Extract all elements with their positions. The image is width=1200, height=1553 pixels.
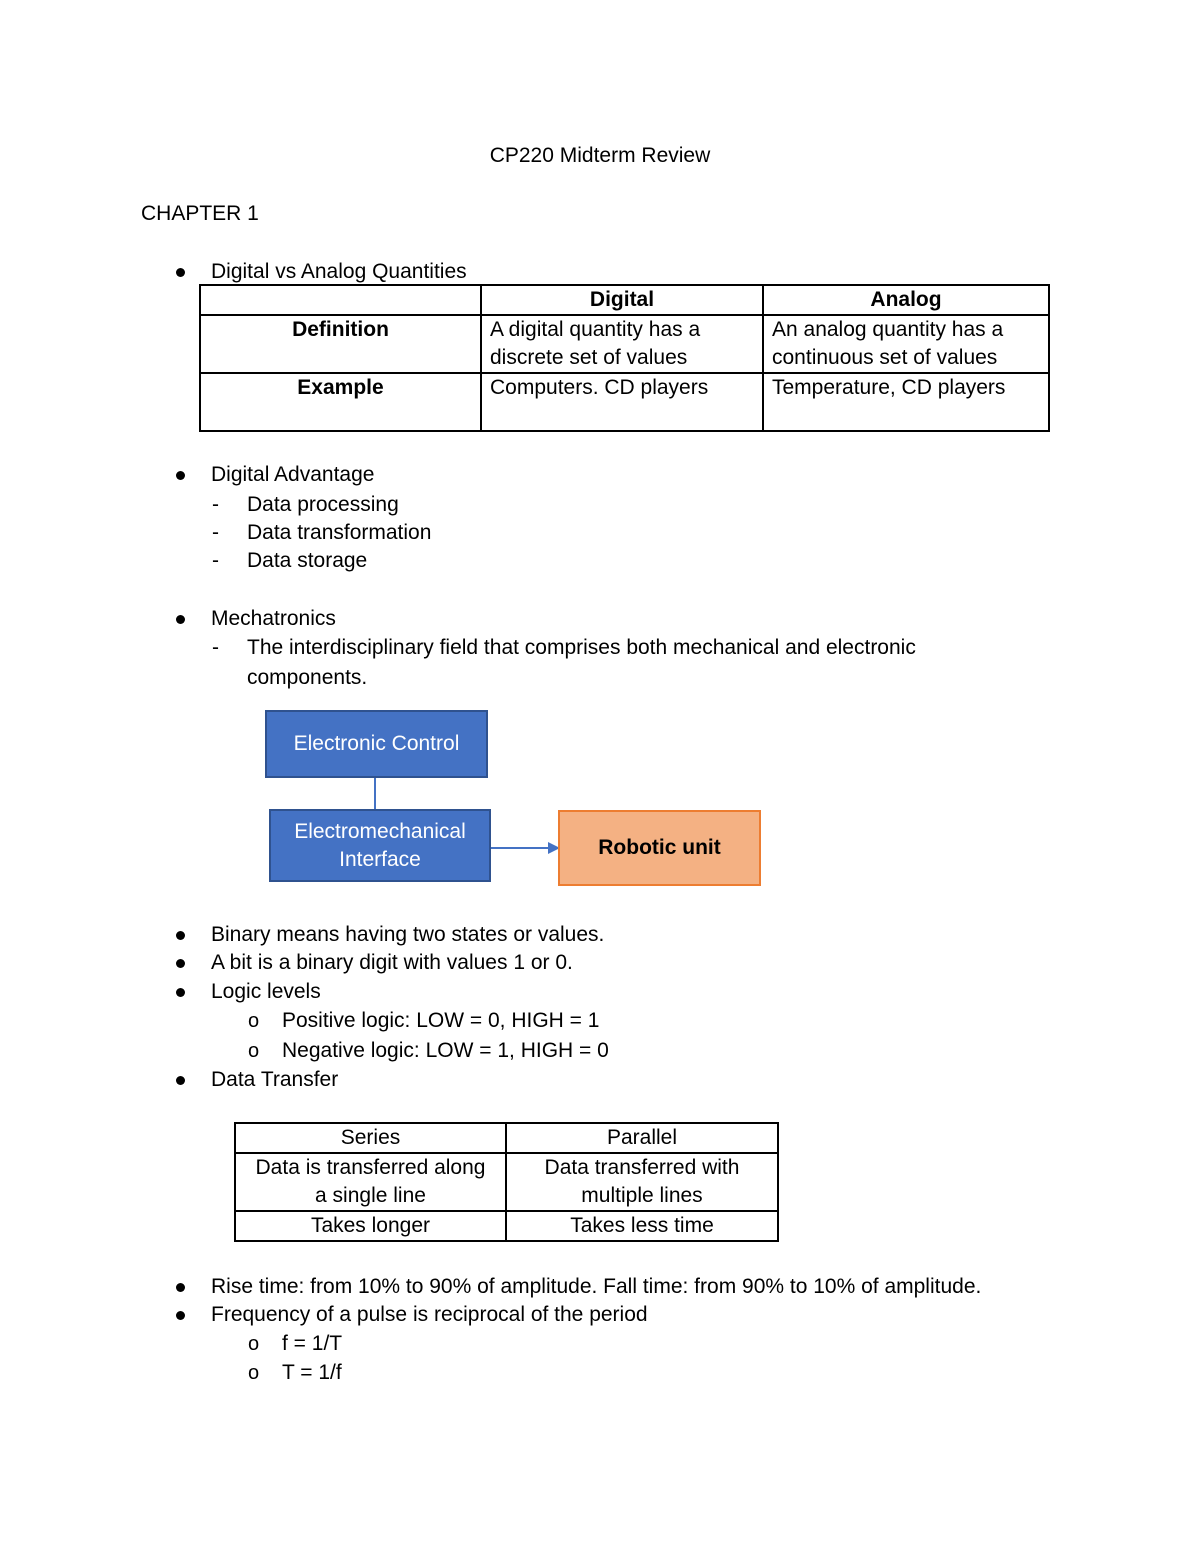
box-label: Electronic Control <box>293 732 460 755</box>
binary-definition: Binary means having two states or values. <box>211 923 605 946</box>
circle-bullet-icon: o <box>248 1362 260 1384</box>
table-cell <box>235 1211 506 1241</box>
bullet-icon <box>176 931 185 940</box>
mechatronics-description-cont: components. <box>247 666 368 689</box>
cell-line: continuous set of values <box>772 346 998 369</box>
box-label: Robotic unit <box>598 836 721 859</box>
box-label: Interface <box>339 847 421 871</box>
chapter-heading: CHAPTER 1 <box>141 202 259 225</box>
section-heading-digital-vs-analog: Digital vs Analog Quantities <box>211 260 467 283</box>
logic-levels-heading: Logic levels <box>211 980 321 1003</box>
dash-icon: - <box>212 521 219 544</box>
list-item: Data transformation <box>247 521 432 544</box>
cell-line: discrete set of values <box>490 346 688 369</box>
electronic-control-box <box>265 710 488 778</box>
bit-definition: A bit is a binary digit with values 1 or 0. <box>211 951 573 974</box>
cell-line: Data is transferred along <box>255 1156 486 1179</box>
bullet-icon <box>176 1076 185 1085</box>
negative-logic: Negative logic: LOW = 1, HIGH = 0 <box>282 1039 609 1062</box>
cell-line: Takes longer <box>310 1214 431 1237</box>
table-cell <box>506 1211 778 1241</box>
formula-period: T = 1/f <box>282 1361 342 1384</box>
table-header-cell: Digital <box>481 285 763 315</box>
positive-logic: Positive logic: LOW = 0, HIGH = 1 <box>282 1009 600 1032</box>
cell-line: Takes less time <box>570 1214 714 1237</box>
row-label: Definition <box>200 315 481 373</box>
dash-icon: - <box>212 636 219 659</box>
formula-frequency: f = 1/T <box>282 1332 343 1355</box>
electromechanical-interface-box <box>269 809 491 882</box>
row-label: Example <box>200 373 481 431</box>
table-cell <box>235 1153 506 1211</box>
list-item: Data storage <box>247 549 368 572</box>
table-header-cell: Analog <box>763 285 1049 315</box>
circle-bullet-icon: o <box>248 1333 260 1355</box>
bullet-icon <box>176 988 185 997</box>
bullet-icon <box>176 959 185 968</box>
table-header-cell: Parallel <box>506 1123 778 1153</box>
dash-icon: - <box>212 549 219 572</box>
dash-icon: - <box>212 493 219 516</box>
circle-bullet-icon: o <box>248 1040 260 1062</box>
table-header-row <box>235 1123 778 1153</box>
box-label: Electromechanical <box>294 819 466 843</box>
table-row <box>235 1211 778 1241</box>
rise-fall-time: Rise time: from 10% to 90% of amplitude. Fall time: from 90% to 10% of amplitude. <box>211 1275 982 1298</box>
table-cell <box>506 1153 778 1211</box>
cell-line: Data transferred with <box>544 1156 740 1179</box>
robotic-unit-box <box>558 810 761 886</box>
bullet-icon <box>176 1283 185 1292</box>
data-transfer-heading: Data Transfer <box>211 1068 339 1091</box>
data-transfer-table <box>234 1122 779 1242</box>
table-row <box>235 1153 778 1211</box>
cell-line: An analog quantity has a <box>772 318 1004 341</box>
cell-line: A digital quantity has a <box>490 318 701 341</box>
section-heading-digital-advantage: Digital Advantage <box>211 463 375 486</box>
mechatronics-description: The interdisciplinary field that comprises both mechanical and electronic <box>247 636 916 659</box>
cell-line: Computers. CD players <box>490 376 709 399</box>
circle-bullet-icon: o <box>248 1010 260 1032</box>
cell-line: Temperature, CD players <box>772 376 1006 399</box>
bullet-icon <box>176 1311 185 1320</box>
table-header-cell: Series <box>235 1123 506 1153</box>
cell-line: a single line <box>315 1184 426 1207</box>
section-heading-mechatronics: Mechatronics <box>211 607 336 630</box>
list-item: Data processing <box>247 493 399 516</box>
frequency-statement: Frequency of a pulse is reciprocal of the period <box>211 1303 648 1326</box>
page-title: CP220 Midterm Review <box>489 144 711 167</box>
cell-line: multiple lines <box>581 1184 703 1207</box>
